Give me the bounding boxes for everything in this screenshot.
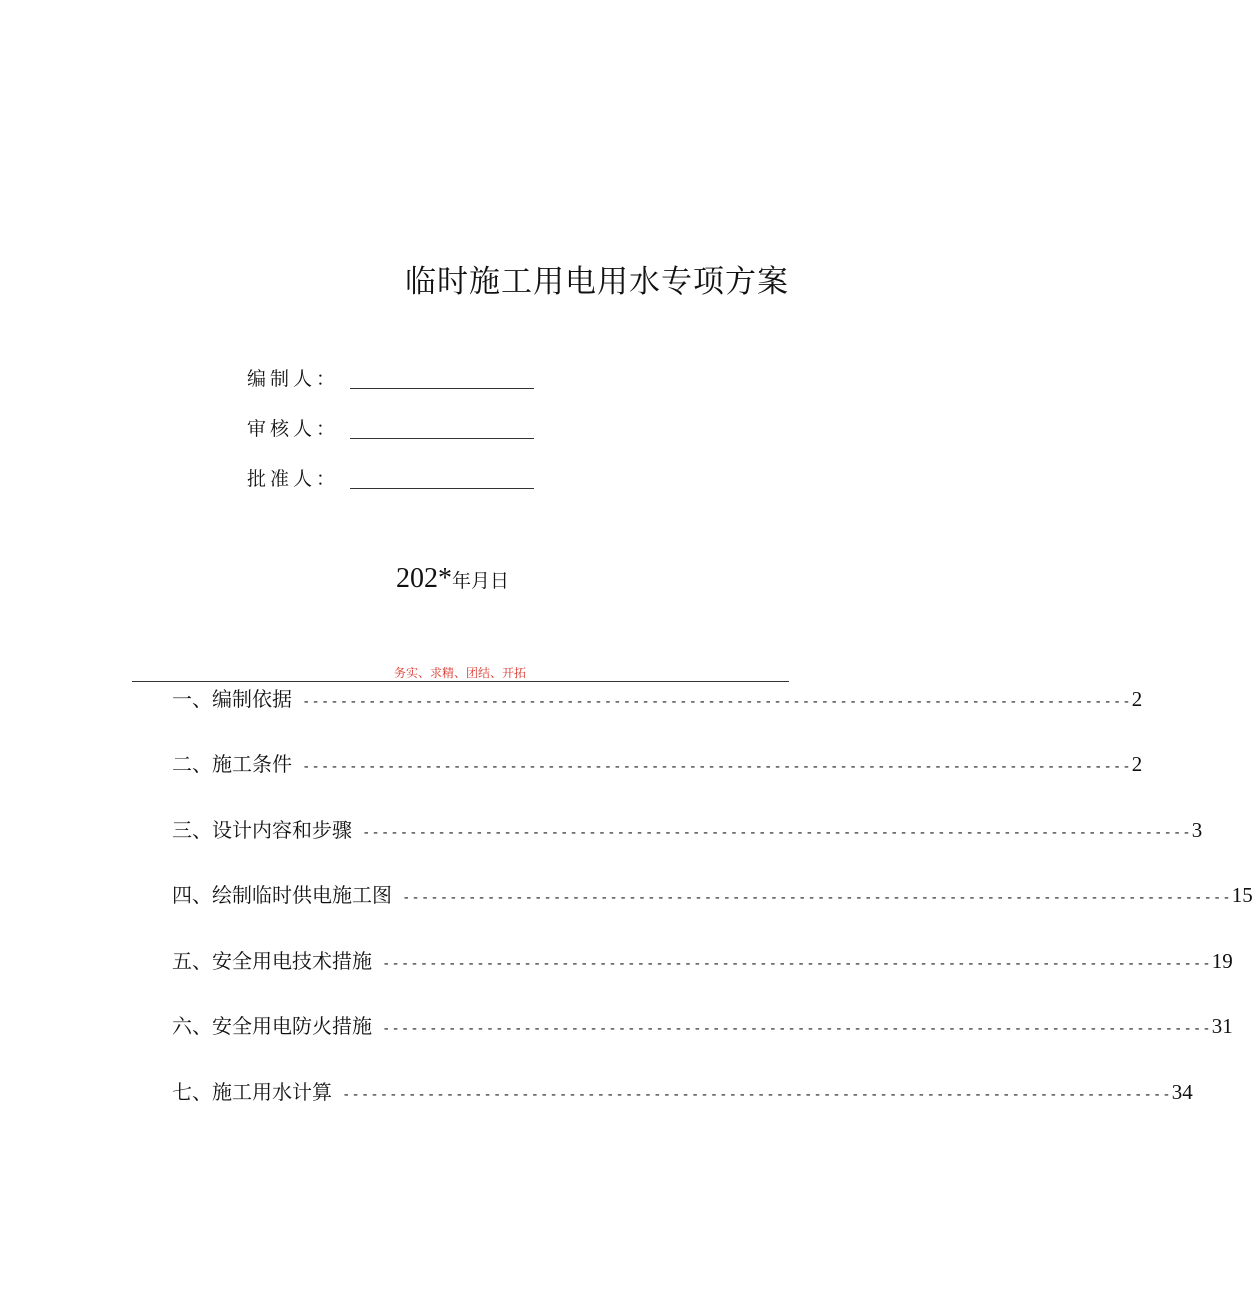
toc-item-title: 五、安全用电技术措施 bbox=[172, 949, 372, 973]
toc-leader: ---------------------------------------------------------------------------------------- bbox=[402, 890, 1232, 906]
toc-leader: ---------------------------------------------------------------------------------------- bbox=[382, 956, 1212, 972]
header-divider bbox=[132, 681, 789, 682]
signature-line bbox=[350, 438, 534, 439]
toc-item[interactable] bbox=[172, 945, 1233, 975]
toc-item-title: 六、安全用电防火措施 bbox=[172, 1014, 372, 1038]
toc-leader: ---------------------------------------------------------------------------------------- bbox=[382, 1021, 1212, 1037]
date-rest: 年月日 bbox=[452, 570, 510, 592]
signature-label: 编制人： bbox=[247, 368, 340, 390]
toc-leader: ---------------------------------------------------------------------------------------- bbox=[302, 759, 1132, 775]
document-title: 临时施工用电用水专项方案 bbox=[405, 264, 789, 300]
toc-item-title: 一、编制依据 bbox=[172, 687, 292, 711]
toc-item-title: 三、设计内容和步骤 bbox=[172, 818, 352, 842]
toc-leader: ---------------------------------------------------------------------------------------- bbox=[302, 694, 1132, 710]
toc-item-page: 15 bbox=[1231, 883, 1253, 907]
toc-leader: ---------------------------------------------------------------------------------------- bbox=[342, 1087, 1172, 1103]
toc-item-page: 3 bbox=[1191, 818, 1203, 842]
toc-leader: ---------------------------------------------------------------------------------------- bbox=[362, 825, 1192, 841]
signature-label: 批准人： bbox=[247, 468, 340, 490]
document-date bbox=[396, 563, 509, 595]
toc-item[interactable] bbox=[172, 748, 1143, 778]
toc-item-page: 34 bbox=[1171, 1080, 1193, 1104]
signature-line bbox=[350, 388, 534, 389]
toc-item-title: 七、施工用水计算 bbox=[172, 1080, 332, 1104]
toc-item-title: 四、绘制临时供电施工图 bbox=[172, 883, 392, 907]
toc-item[interactable] bbox=[172, 1010, 1233, 1040]
toc-item-page: 2 bbox=[1131, 752, 1143, 776]
signature-label: 审核人： bbox=[247, 418, 340, 440]
signature-line bbox=[350, 488, 534, 489]
toc-item[interactable] bbox=[172, 1076, 1193, 1106]
toc-item-title: 二、施工条件 bbox=[172, 752, 292, 776]
date-year: 202* bbox=[396, 563, 452, 594]
toc-item[interactable] bbox=[172, 814, 1203, 844]
toc-item-page: 19 bbox=[1211, 949, 1233, 973]
toc-item-page: 31 bbox=[1211, 1014, 1233, 1038]
toc-item-page: 2 bbox=[1131, 687, 1143, 711]
toc-item[interactable] bbox=[172, 879, 1253, 909]
header-motto: 务实、求精、团结、开拓 bbox=[393, 666, 526, 680]
toc-item[interactable] bbox=[172, 683, 1143, 713]
